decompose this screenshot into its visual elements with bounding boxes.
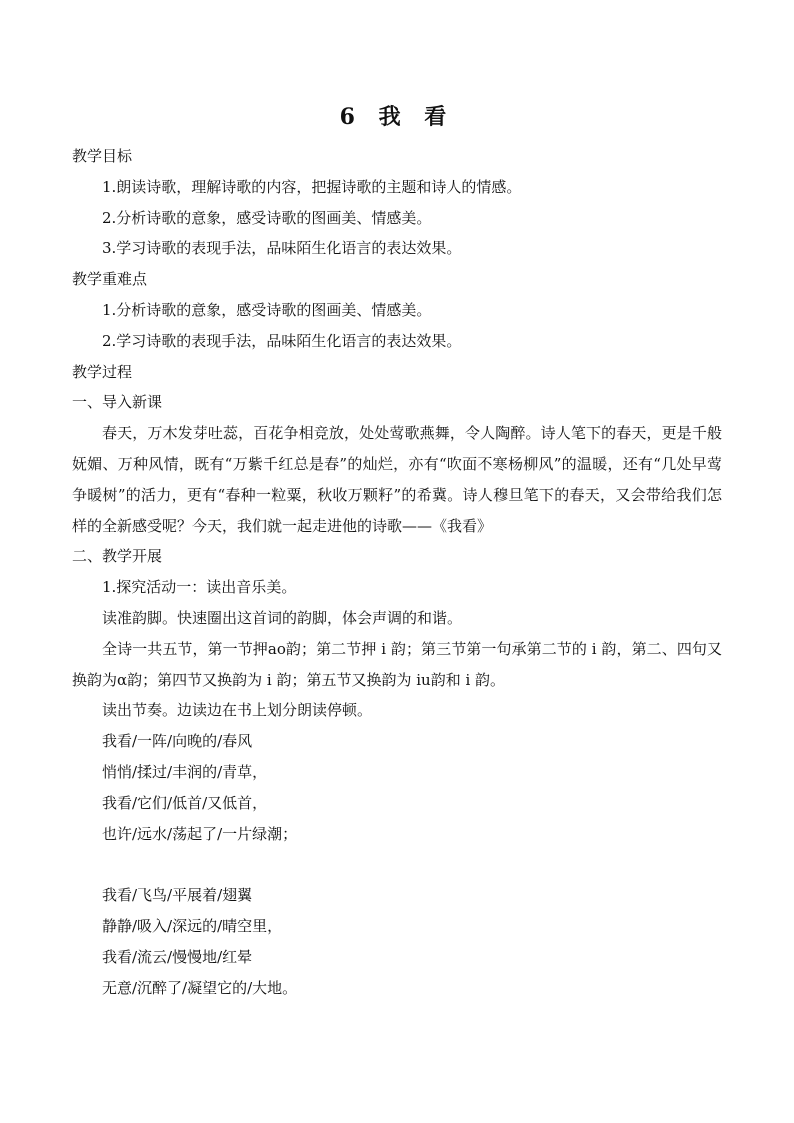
rhyme-detail: 全诗一共五节，第一节押ao韵；第二节押 i 韵；第三节第一句承第二节的 i 韵，第二、四句又换韵为α韵；第四节又换韵为 i 韵；第五节又换韵为 iu韵和 i 韵。 xyxy=(72,639,722,689)
section-heading-key-points: 教学重难点 xyxy=(72,270,148,289)
objective-item: 3.学习诗歌的表现手法，品味陌生化语言的表达效果。 xyxy=(102,239,462,258)
subsection-heading-development: 二、教学开展 xyxy=(72,547,163,566)
rhyme-task: 读准韵脚。快速圈出这首词的韵脚，体会声调的和谐。 xyxy=(102,608,463,627)
poem-line: 静静/吸入/深远的/晴空里， xyxy=(102,916,283,935)
poem-line: 悄悄/揉过/丰润的/青草， xyxy=(102,762,268,781)
section-heading-objectives: 教学目标 xyxy=(72,147,133,165)
poem-line: 无意/沉醉了/凝望它的/大地。 xyxy=(102,978,298,997)
poem-line: 也许/远水/荡起了/一片绿潮； xyxy=(102,824,298,843)
section-heading-process: 教学过程 xyxy=(72,362,133,381)
key-point-item: 1.分析诗歌的意象，感受诗歌的图画美、情感美。 xyxy=(102,300,432,319)
subsection-heading-intro: 一、导入新课 xyxy=(72,393,163,412)
poem-line: 我看/飞鸟/平展着/翅翼 xyxy=(102,886,253,905)
stanza-gap xyxy=(72,849,722,880)
intro-paragraph: 春天，万木发芽吐蕊，百花争相竞放，处处莺歌燕舞，令人陶醉。诗人笔下的春天，更是千般妩媚、万种风情，既有“万紫千红总是春”的灿烂，亦有“吹面不寒杨柳风”的温暖，还有“几处早莺争暖树”的活力，更有“春种一粒粟，秋收万颗籽”的希冀。诗人穆旦笔下的春天，又会带给我们怎样的全新感受呢？今天，我们就一起走进他的诗歌——《我看》 xyxy=(72,424,722,535)
document-body xyxy=(72,141,722,1003)
key-point-item: 2.学习诗歌的表现手法，品味陌生化语言的表达效果。 xyxy=(102,331,462,350)
activity-heading: 1.探究活动一：读出音乐美。 xyxy=(102,578,297,597)
rhythm-task: 读出节奏。边读边在书上划分朗读停顿。 xyxy=(102,701,373,720)
poem-line: 我看/一阵/向晚的/春风 xyxy=(102,732,253,751)
poem-line: 我看/流云/慢慢地/红晕 xyxy=(102,947,253,966)
poem-line: 我看/它们/低首/又低首， xyxy=(102,793,268,812)
document-title: 6 我 看 xyxy=(339,104,455,130)
objective-item: 2.分析诗歌的意象，感受诗歌的图画美、情感美。 xyxy=(102,208,432,227)
objective-item: 1.朗读诗歌，理解诗歌的内容，把握诗歌的主题和诗人的情感。 xyxy=(102,177,522,196)
